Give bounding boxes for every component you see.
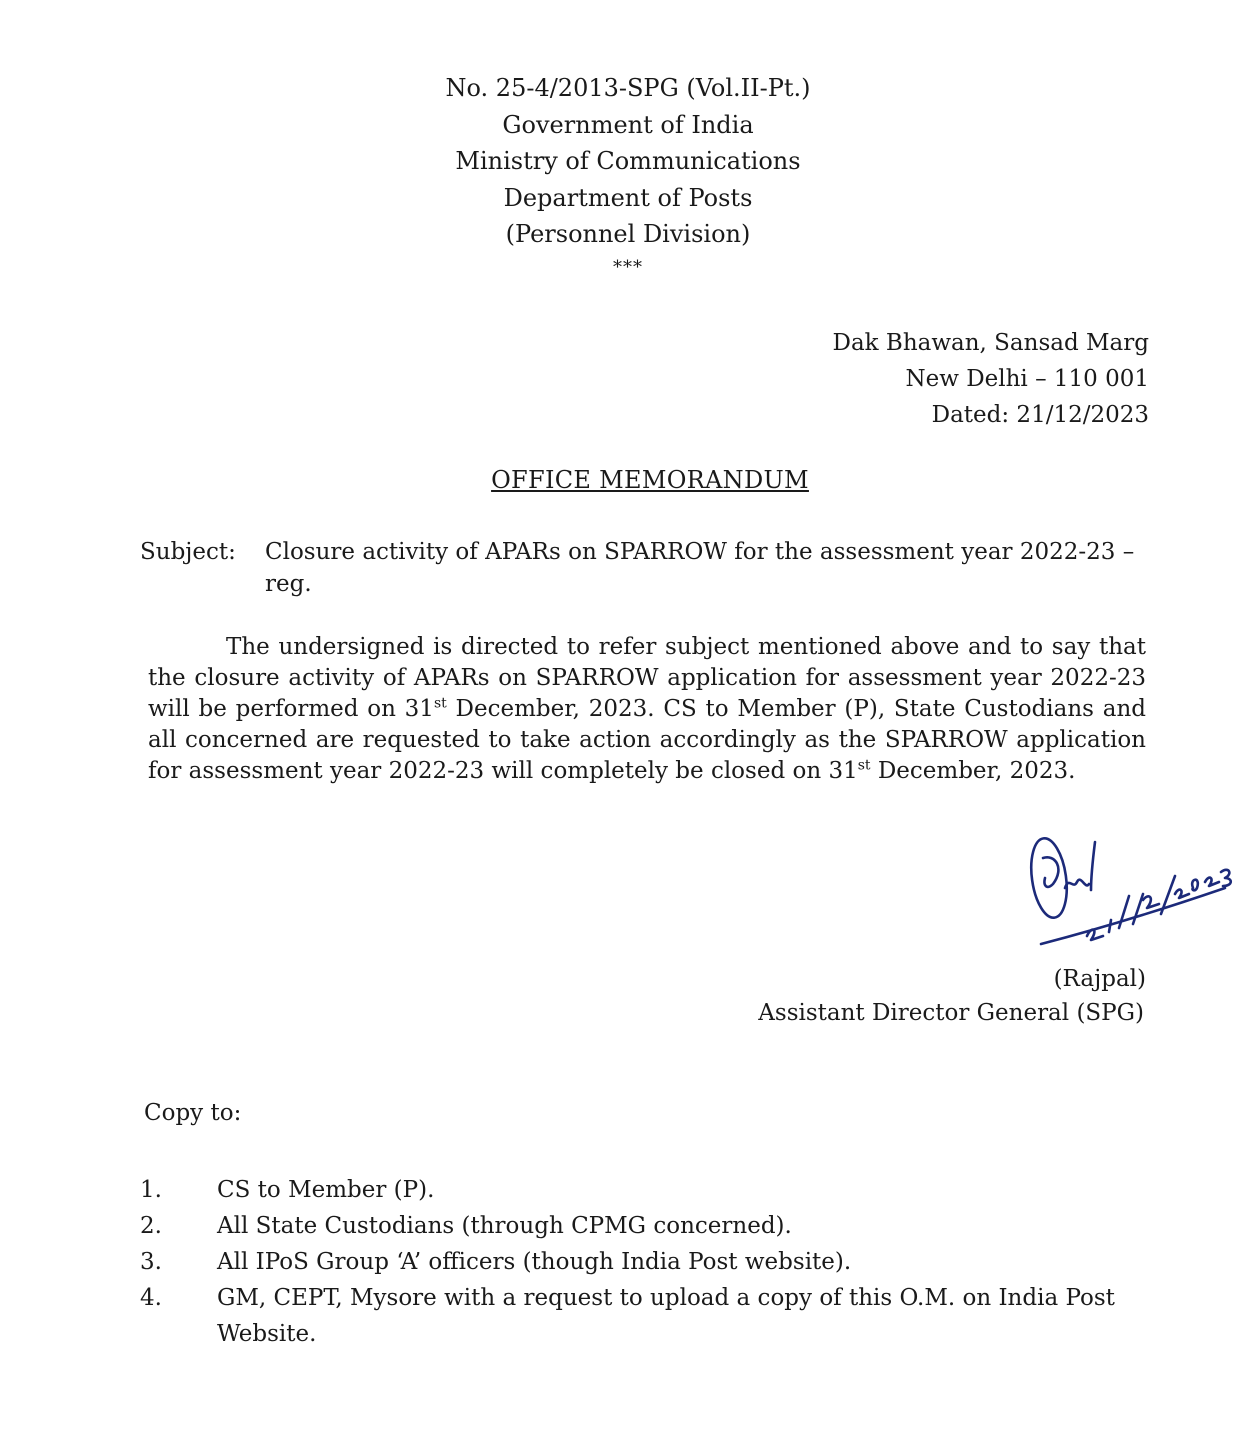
address-block: [833, 325, 1149, 433]
signatory-designation: Assistant Director General (SPG): [758, 1000, 1144, 1026]
list-item-text: All State Custodians (through CPMG concerned).: [217, 1213, 792, 1239]
ordinal-suffix-1: st: [433, 695, 447, 712]
address-line-1: Dak Bhawan, Sansad Marg: [832, 330, 1149, 356]
list-item: [140, 1244, 1150, 1280]
copy-to-label: Copy to:: [144, 1100, 242, 1126]
address-line-2: New Delhi – 110 001: [905, 366, 1149, 392]
department-name: Department of Posts: [503, 183, 753, 212]
body-text-2: December, 2023. CS to Member (P), State Custodians and all concerned are requested to take action accordingly as the SPARROW application for assessment year 2022-23 will completely be closed on 31: [148, 696, 1146, 784]
letterhead: [0, 70, 1256, 283]
body-text-3: December, 2023.: [870, 758, 1076, 784]
list-item-text: GM, CEPT, Mysore with a request to upload a copy of this O.M. on India Post Website.: [217, 1285, 1115, 1347]
subject-text: Closure activity of APARs on SPARROW for the assessment year 2022-23 – reg.: [265, 539, 1135, 597]
separator-stars: ***: [613, 256, 643, 278]
date-line: Dated: 21/12/2023: [931, 402, 1149, 428]
list-item-number: 1.: [140, 1177, 162, 1203]
subject-label: Subject:: [140, 539, 236, 565]
handwritten-signature: [1025, 828, 1245, 958]
list-item-text: All IPoS Group ‘A’ officers (though India Post website).: [217, 1249, 852, 1275]
list-item-number: 3.: [140, 1249, 162, 1275]
list-item-number: 4.: [140, 1285, 162, 1311]
document-title: OFFICE MEMORANDUM: [491, 466, 809, 494]
signatory-name: (Rajpal): [1053, 966, 1146, 992]
body-text-1: The undersigned is directed to refer subject mentioned above and to say that the closure activity of APARs on SPARROW application for assessment year 2022-23 will be performed on 31: [148, 634, 1146, 722]
copy-to-list: [140, 1172, 1150, 1352]
file-number: No. 25-4/2013-SPG (Vol.II-Pt.): [445, 74, 811, 102]
body-paragraph: [148, 632, 1146, 787]
government-name: Government of India: [502, 110, 754, 139]
division-name: (Personnel Division): [505, 220, 751, 248]
list-item: [140, 1280, 1150, 1352]
list-item-number: 2.: [140, 1213, 162, 1239]
ordinal-suffix-2: st: [857, 757, 871, 774]
list-item: [140, 1208, 1150, 1244]
list-item-text: CS to Member (P).: [217, 1177, 435, 1203]
list-item: [140, 1172, 1150, 1208]
ministry-name: Ministry of Communications: [455, 147, 801, 175]
